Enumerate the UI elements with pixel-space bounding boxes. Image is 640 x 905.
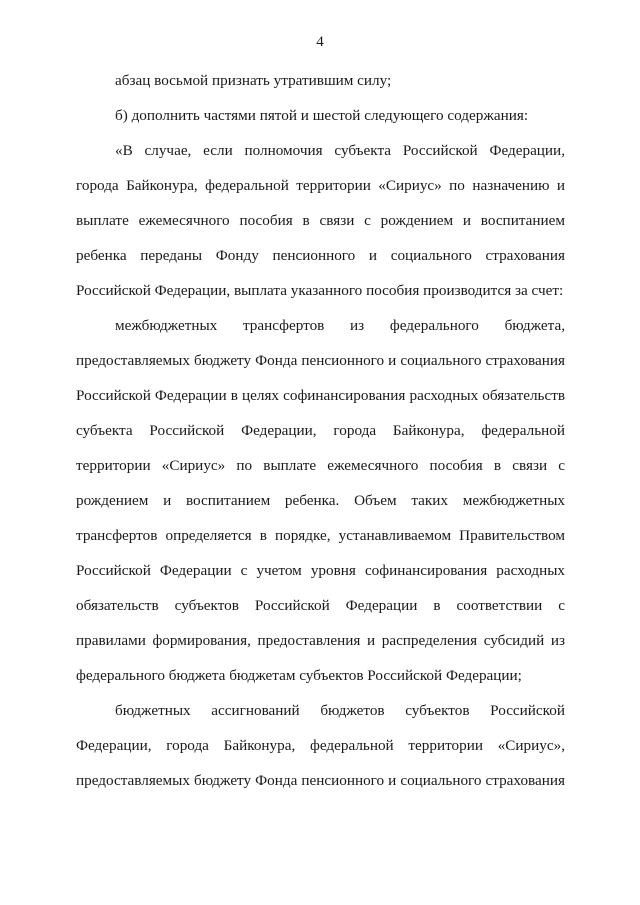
page-number: 4 (316, 34, 324, 50)
text-line: рождением и воспитанием ребенка. Объем таких межбюджетных (76, 492, 565, 509)
text-line: территории «Сириус» по выплате ежемесячного пособия в связи с (76, 457, 565, 474)
text-line: Российской Федерации в целях софинансирования расходных обязательств (76, 387, 565, 404)
text-line: ребенка переданы Фонду пенсионного и социального страхования (76, 247, 565, 264)
text-line: Российской Федерации, выплата указанного пособия производится за счет: (76, 282, 564, 299)
text-line: обязательств субъектов Российской Федерации в соответствии с (76, 597, 565, 614)
text-line: абзац восьмой признать утратившим силу; (115, 72, 392, 89)
text-line: правилами формирования, предоставления и распределения субсидий из (76, 632, 565, 649)
text-line: Федерации, города Байконура, федеральной территории «Сириус», (76, 737, 565, 754)
text-line: трансфертов определяется в порядке, устанавливаемом Правительством (76, 527, 565, 544)
text-line: предоставляемых бюджету Фонда пенсионного и социального страхования (76, 772, 565, 789)
text-line: бюджетных ассигнований бюджетов субъектов Российской (115, 702, 565, 719)
text-line: «В случае, если полномочия субъекта Российской Федерации, (115, 142, 565, 159)
text-line: б) дополнить частями пятой и шестой следующего содержания: (115, 107, 529, 124)
text-line: федерального бюджета бюджетам субъектов Российской Федерации; (76, 667, 522, 684)
text-line: города Байконура, федеральной территории «Сириус» по назначению и (76, 177, 565, 194)
text-line: выплате ежемесячного пособия в связи с рождением и воспитанием (76, 212, 565, 229)
text-line: субъекта Российской Федерации, города Байконура, федеральной (76, 422, 565, 439)
text-line: предоставляемых бюджету Фонда пенсионного и социального страхования (76, 352, 565, 369)
text-line: Российской Федерации с учетом уровня софинансирования расходных (76, 562, 565, 579)
text-line: межбюджетных трансфертов из федерального бюджета, (115, 317, 565, 334)
